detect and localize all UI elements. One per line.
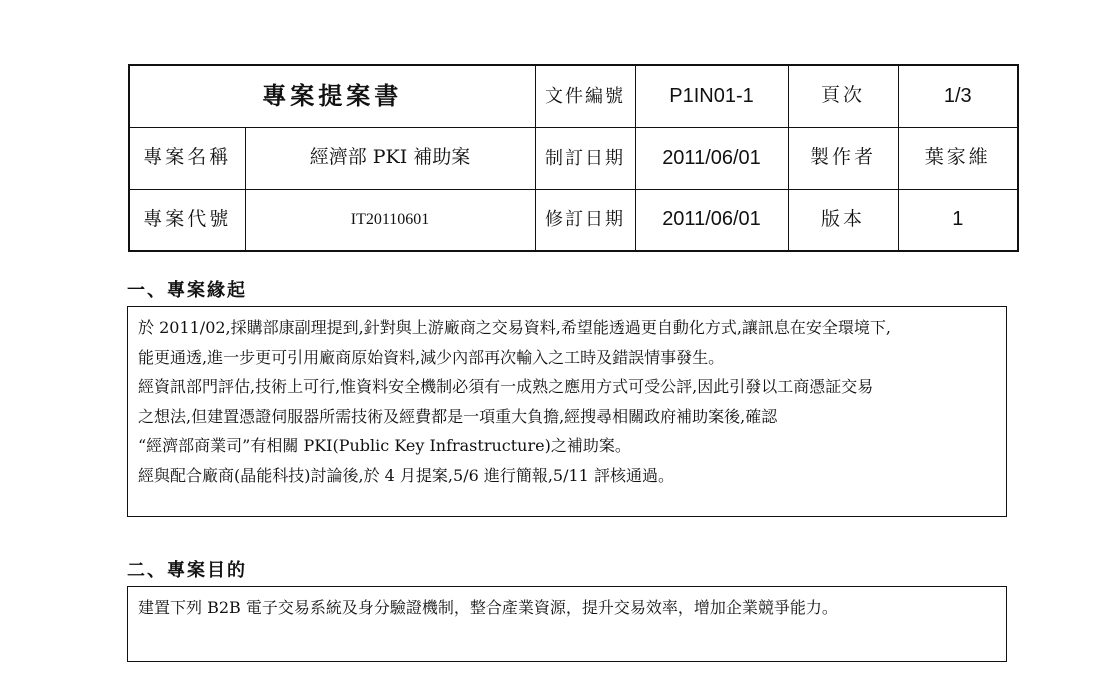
project-code-label: 專案代號 — [129, 189, 245, 251]
section-1-line: 能更通透,進一步更可引用廠商原始資料,減少內部再次輸入之工時及錯誤情事發生。 — [138, 347, 725, 367]
info-row-2 — [129, 127, 1018, 189]
project-name-label: 專案名稱 — [129, 127, 245, 189]
project-code-value: IT20110601 — [245, 189, 535, 251]
version-value: 1 — [898, 189, 1018, 251]
info-row-3 — [129, 189, 1018, 251]
created-date-label: 制訂日期 — [535, 127, 635, 189]
section-1-line: 經與配合廠商(晶能科技)討論後,於 4 月提案,5/6 進行簡報,5/11 評核通過。 — [138, 465, 674, 485]
section-1-line: 之想法,但建置憑證伺服器所需技術及經費都是一項重大負擔,經搜尋相關政府補助案後,確認 — [138, 406, 778, 426]
section-1-body — [127, 306, 1007, 517]
page-label: 頁次 — [788, 65, 898, 127]
author-value: 葉家維 — [898, 127, 1018, 189]
created-date-value: 2011/06/01 — [635, 127, 788, 189]
section-1-line: 經資訊部門評估,技術上可行,惟資料安全機制必須有一成熟之應用方式可受公評,因此引發以工商憑証交易 — [138, 377, 874, 396]
section-2-line: 建置下列 B2B 電子交易系統及身分驗證機制，整合產業資源，提升交易效率，增加企業競爭能力。 — [138, 598, 838, 617]
revised-date-label: 修訂日期 — [535, 189, 635, 251]
document-title: 專案提案書 — [129, 65, 535, 127]
doc-number-label: 文件編號 — [535, 65, 635, 127]
page-value: 1/3 — [898, 65, 1018, 127]
section-2-body — [127, 586, 1007, 662]
section-1-line: “經濟部商業司”有相關 PKI(Public Key Infrastructure)之補助案。 — [138, 436, 631, 455]
version-label: 版本 — [788, 189, 898, 251]
info-row-1 — [129, 65, 1018, 127]
doc-number-value: P1IN01-1 — [635, 65, 788, 127]
section-2-heading: 二、專案目的 — [127, 560, 247, 581]
author-label: 製作者 — [788, 127, 898, 189]
section-1-heading: 一、專案緣起 — [127, 280, 247, 301]
project-name-value: 經濟部 PKI 補助案 — [245, 127, 535, 189]
revised-date-value: 2011/06/01 — [635, 189, 788, 251]
section-1-line: 於 2011/02,採購部康副理提到,針對與上游廠商之交易資料,希望能透過更自動化方式,讓訊息在安全環境下, — [138, 318, 891, 337]
document-info-table — [128, 64, 1019, 252]
